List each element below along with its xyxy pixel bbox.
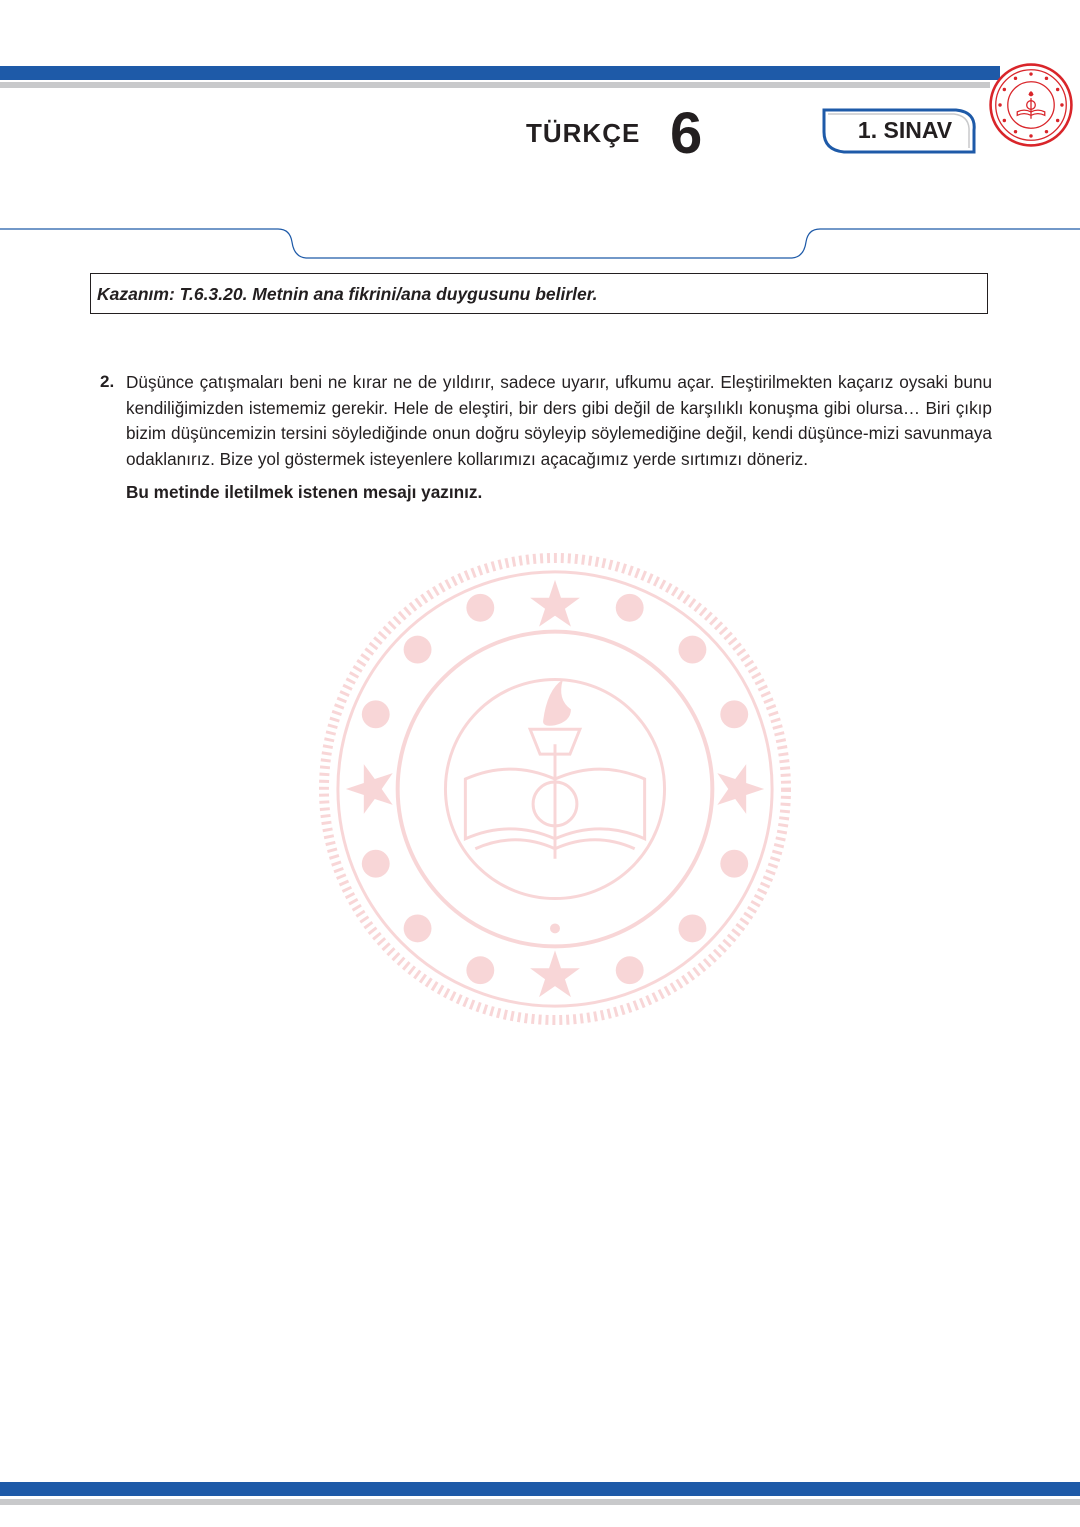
question-block <box>100 370 992 503</box>
footer-blue-bar <box>0 1482 1080 1496</box>
header-bars <box>0 66 1000 92</box>
meb-seal-watermark-icon <box>316 550 794 1028</box>
question-passage: Düşünce çatışmaları beni ne kırar ne de yıldırır, sadece uyarır, ufkumu açar. Eleştirilmekten kaçarız oysaki bunu kendiliğimizden istememiz gerekir. Hele de eleştiri, bir ders gibi değil de karşılıklı konuşma gibi olursa… Biri çıkıp bizim düşüncemizin tersini söylediğinde onun doğru söyleyip söylemediğine değil, kendi düşünce-mizi savunmaya odaklanırız. Bize yol göstermek isteyenlere kollarımızı açacağımız yerde sırtımızı döneriz. <box>126 372 992 469</box>
header-blue-bar <box>0 66 1000 80</box>
header-gray-bar <box>0 82 990 88</box>
header-divider <box>0 224 1080 264</box>
exam-label: 1. SINAV <box>857 117 953 143</box>
question-prompt: Bu metinde iletilmek istenen mesajı yazınız. <box>126 482 483 503</box>
objective-box: Kazanım: T.6.3.20. Metnin ana fikrini/ana duygusunu belirler. <box>90 273 988 314</box>
meb-seal-icon <box>988 62 1074 148</box>
footer-bars <box>0 1482 1080 1508</box>
subject-title: TÜRKÇE <box>526 118 641 148</box>
footer-gray-bar <box>0 1499 1080 1505</box>
grade-number: 6 <box>670 101 703 166</box>
question-number: 2. <box>100 372 115 391</box>
